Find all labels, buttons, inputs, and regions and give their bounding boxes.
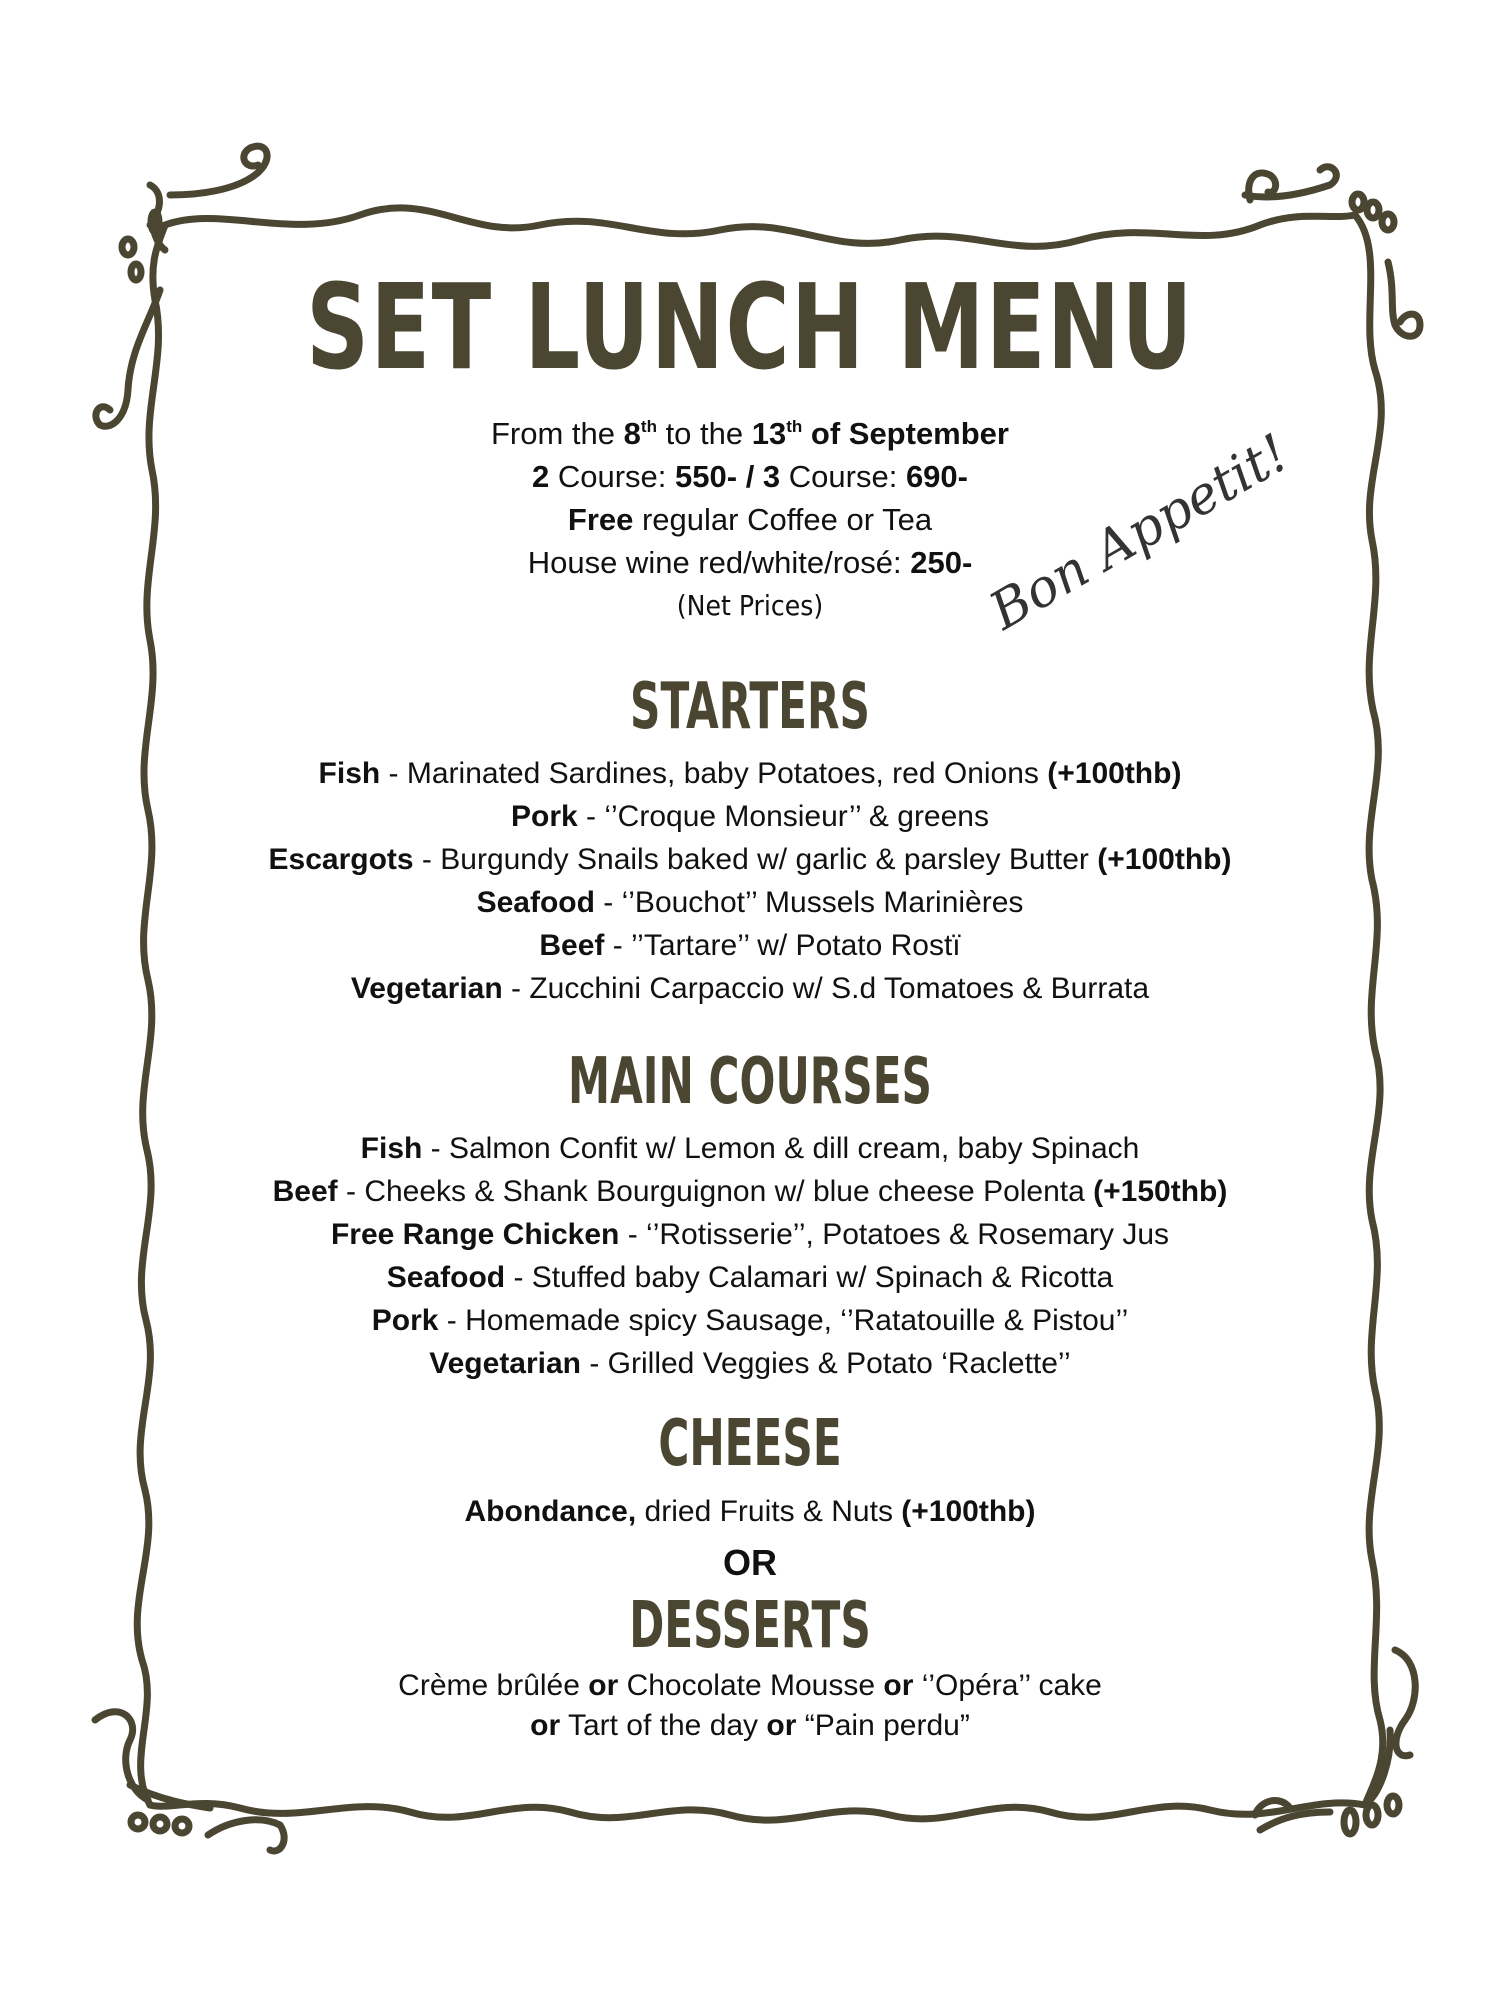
list-item: Fish - Marinated Sardines, baby Potatoes, red Onions (+100thb) [318,757,1182,790]
list-item: Pork - Homemade spicy Sausage, ‘’Ratatouille & Pistou’’ [371,1304,1129,1337]
list-item: Beef - ’’Tartare’’ w/ Potato Rostï [539,929,961,962]
course-label: Course: [549,459,676,494]
date-start: 8 [623,416,641,451]
cheese-title: CHEESE [658,1407,842,1481]
main-courses-list [150,1127,1350,1385]
date-start-suffix: th [640,417,657,436]
date-month: of September [802,416,1009,451]
list-item: Abondance, dried Fruits & Nuts (+100thb) [464,1495,1036,1528]
list-item: Pork - ‘’Croque Monsieur’’ & greens [510,800,989,833]
starters-list [150,752,1350,1010]
course-price: 690- [905,459,968,494]
main-courses-title: MAIN COURSES [568,1045,932,1119]
list-item: Escargots - Burgundy Snails baked w/ garlic & parsley Butter (+100thb) [268,843,1232,876]
course-label: Course: [780,459,906,494]
list-item: Crème brûlée or Chocolate Mousse or ‘’Opéra’’ cake [398,1669,1102,1702]
list-item: or Tart of the day or “Pain perdu” [530,1709,970,1742]
course-count: 2 [532,459,550,494]
date-range [150,412,1350,455]
date-from-text: From the [491,416,624,451]
starters-title: STARTERS [630,670,870,744]
date-end-suffix: th [786,417,803,436]
wine-label: House wine red/white/rosé: [527,545,911,580]
date-to-text: to the [656,416,752,451]
date-end: 13 [751,416,787,451]
menu-title: SET LUNCH MENU [306,258,1194,396]
or-separator: OR [723,1542,777,1583]
list-item: Seafood - ‘’Bouchot’’ Mussels Marinières [476,886,1024,919]
wine-price: 250- [910,545,973,580]
net-prices-note: (Net Prices) [676,589,824,622]
coffee-free: Free [567,502,634,537]
list-item: Fish - Salmon Confit w/ Lemon & dill cream, baby Spinach [360,1132,1140,1165]
course-price: 550- / 3 [675,459,781,494]
list-item: Vegetarian - Grilled Veggies & Potato ‘Raclette’’ [429,1347,1071,1380]
coffee-text: regular Coffee or Tea [633,502,933,537]
bon-appetit-script: Bon Appetit! [980,423,1300,642]
desserts-title: DESSERTS [629,1589,871,1663]
cheese-item [150,1490,1350,1533]
list-item: Free Range Chicken - ‘’Rotisserie’’, Potatoes & Rosemary Jus [330,1218,1170,1251]
list-item: Vegetarian - Zucchini Carpaccio w/ S.d Tomatoes & Burrata [350,972,1150,1005]
list-item: Beef - Cheeks & Shank Bourguignon w/ blue cheese Polenta (+150thb) [272,1175,1228,1208]
desserts-list [150,1666,1350,1746]
list-item: Seafood - Stuffed baby Calamari w/ Spinach & Ricotta [386,1261,1114,1294]
